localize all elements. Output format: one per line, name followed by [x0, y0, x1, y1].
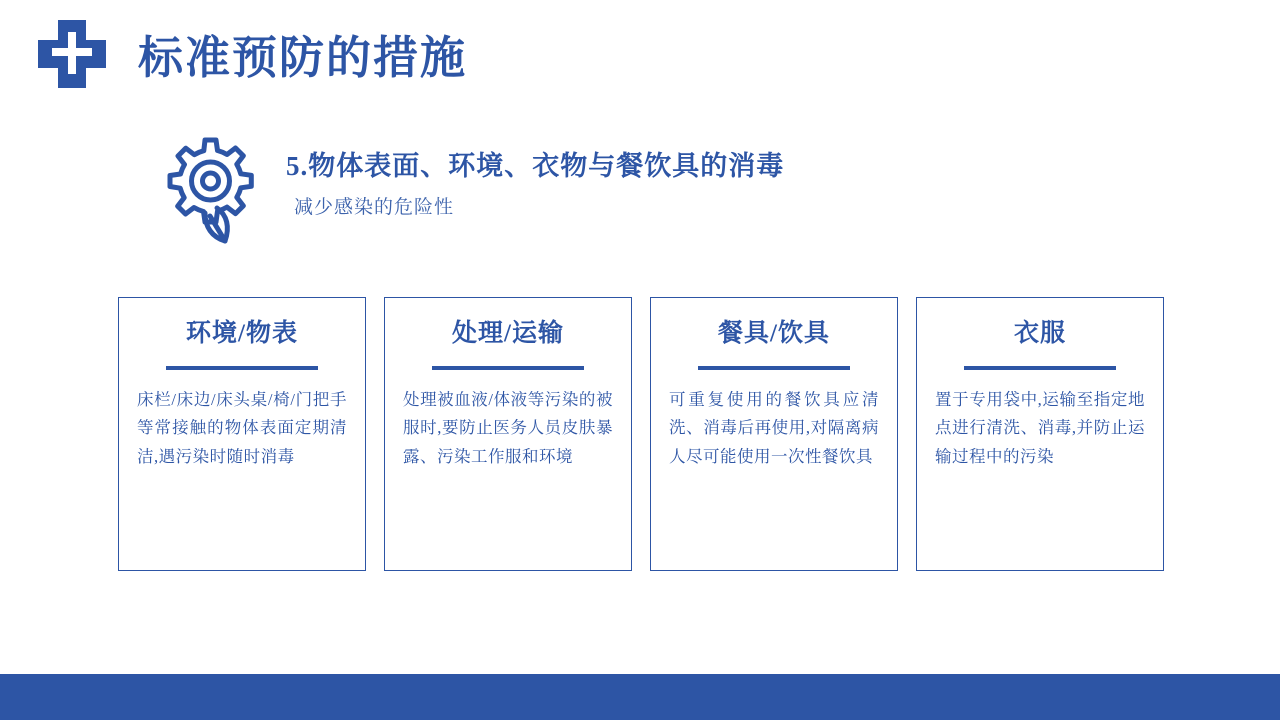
card-title: 环境/物表: [186, 320, 298, 347]
card-divider: [698, 366, 850, 370]
section-text: [286, 130, 784, 219]
section-subheading: 减少感染的危险性: [294, 197, 455, 219]
card-body: 处理被血液/体液等污染的被服时,要防止医务人员皮肤暴露、污染工作服和环境: [403, 389, 613, 467]
card-body: 可重复使用的餐饮具应清洗、消毒后再使用,对隔离病人尽可能使用一次性餐饮具: [669, 389, 879, 467]
card-environment: [118, 297, 366, 571]
card-divider: [166, 366, 318, 370]
card-divider: [432, 366, 584, 370]
gear-leaf-icon: [148, 130, 268, 250]
section-heading: 5.物体表面、环境、衣物与餐饮具的消毒: [286, 151, 785, 181]
card-list: [118, 297, 1164, 571]
footer-bar: [0, 674, 1280, 720]
card-clothing: [916, 297, 1164, 571]
medical-cross-icon: [28, 18, 116, 98]
card-divider: [964, 366, 1116, 370]
section-block: [148, 130, 784, 250]
card-title: 处理/运输: [452, 320, 564, 347]
card-body: 置于专用袋中,运输至指定地点进行清洗、消毒,并防止运输过程中的污染: [935, 389, 1145, 467]
card-title: 餐具/饮具: [718, 320, 830, 347]
card-handling-transport: [384, 297, 632, 571]
card-body: 床栏/床边/床头桌/椅/门把手等常接触的物体表面定期清洁,遇污染时随时消毒: [137, 389, 347, 467]
card-title: 衣服: [1013, 320, 1066, 347]
card-tableware: [650, 297, 898, 571]
slide-header: [28, 18, 467, 98]
page-title: 标准预防的措施: [138, 32, 468, 83]
